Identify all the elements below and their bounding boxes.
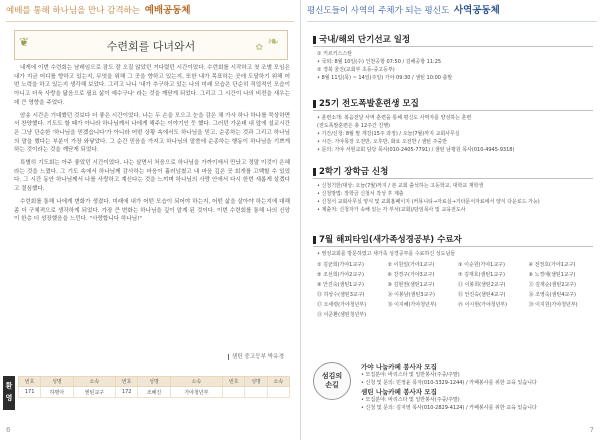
graduate-item: ⑱ 이지혜(가야청년부) (387, 302, 437, 308)
welcome-header-cell: 번호 (116, 377, 138, 387)
graduate-item: ⑭ 이봉남(샘틴3교구) (387, 292, 435, 298)
leaf-icon: ❧ (267, 34, 279, 50)
section-body (313, 47, 593, 82)
left-header-main: 예배공동체 (144, 5, 191, 16)
section-line: ② 경북 울진(교회부 초등-중고등부) (317, 67, 395, 73)
welcome-row (19, 387, 290, 398)
signature-bar-icon (228, 354, 229, 360)
graduate-item: ⑮ 안진숙(샘틴4교구) (458, 292, 506, 298)
right-page (300, 0, 600, 440)
welcome-cell: 가야청년부 (170, 387, 223, 398)
article-body (14, 64, 290, 228)
graduate-item: ④ 전정호(가야1교구) (528, 262, 576, 268)
section-happytime (313, 234, 593, 319)
graduate-item: ③ 이순원(가야1교구) (458, 262, 505, 268)
section-line: • 시간: 가야목장 오전반, 오후반, 화요 오전반 / 샘틴 주중반 (317, 139, 448, 145)
left-header (6, 0, 294, 22)
volunteer-line: • 신청 및 문의: 김지영 목사(010-2829-4124) / 카페봉사를 위한 교육 있습니다 (361, 404, 537, 411)
welcome-header-cell: 소속 (267, 377, 289, 387)
welcome-header-cell: 소속 (170, 377, 223, 387)
section-mission (313, 34, 593, 82)
graduate-item: ⑳ 이지원(가야청년부) (528, 302, 578, 308)
graduate-item: ② 이원일(가야1교구) (387, 262, 435, 268)
graduate-item: ⑪ 이봉희(샘틴2교구) (458, 282, 506, 288)
graduate-item: ㉑ 이준환(샘틴청년부) (317, 312, 367, 318)
graduate-item: ⑲ 이시현(가야청년부) (458, 302, 508, 308)
leaf-icon: ✿ (255, 43, 263, 53)
section-line: • 신청방법: 장학금 신청서 작성 후 제출 (317, 191, 404, 197)
badge-line: 섬김의 (321, 372, 343, 380)
serving-hands-badge (313, 362, 351, 400)
article-title: 수련회를 다녀와서 (106, 40, 196, 53)
section-title: 7월 해피타임(새가족성경공부) 수료자 (313, 234, 593, 247)
signature-text: 샘틴 중고등부 박유경 (231, 354, 284, 360)
section-line: • 신청서 교회사무실 양식 및 교회홈페이지 (커뮤니티→자료실→기타문서자료에서 양식 다운로드 가능) (317, 199, 540, 205)
welcome-header-cell: 번호 (223, 377, 245, 387)
welcome-table (18, 376, 290, 398)
volunteer-title: 가야 나눔카페 봉사자 모집 (361, 363, 437, 371)
section-line: • 문의: 가야 서현교회 담당 목사(010-2405-7791) / 샘틴 남평원 목사(010-4945-9318) (317, 147, 515, 153)
right-page-number: 7 (589, 426, 594, 434)
article-signature (14, 352, 284, 360)
graduate-item: ⑨ 안진숙(샘틴1교구) (317, 282, 364, 288)
graduate-item: ⑤ 조선희(가야2교구) (317, 272, 364, 278)
leaf-icon: ❦ (19, 35, 30, 49)
welcome-cell: 엔틴교구 (73, 387, 115, 398)
welcome-cell: 171 (19, 387, 41, 398)
section-line: (전도폭발훈련은 총 12주간 진행) (317, 123, 390, 129)
graduate-item: ① 김균희(가야1교구) (317, 262, 364, 268)
graduate-item: ⑧ 노경애(샘틴1교구) (528, 272, 576, 278)
welcome-header-cell: 번호 (19, 377, 41, 387)
section-line: • 8월 11일(목) ~ 14일(주일) 가야 09:30 / 샘틴 10:00 출발 (317, 75, 453, 81)
volunteer-line: • 모집분야: 바리스타 및 일반봉사(주중/주말) (361, 372, 460, 378)
volunteer-line: • 모집분야: 바리스타 및 일반봉사(주중/주말) (361, 397, 460, 403)
left-page-number: 6 (6, 426, 11, 434)
section-title: 25기 전도폭발훈련생 모집 (313, 98, 593, 111)
section-line: • 신청기한/대상: 오늘(7월)까지 / 본 교회 출석하는 고등학교, 대학교 재학생 (317, 183, 484, 189)
section-line: ① 키르키스스탄 (317, 51, 353, 57)
article-paragraph: 내게에 이번 수련회는 남레임으로 잠도 잘 오질 않았던 거다렸던 시간이었다. 수련회를 시작하고 첫 조별 모임은 내가 지금 어디를 향하고 있는지, 무엇을 위해 그 곳을 향하고 있는지, 또한 내가 목표하는 곳에 도달하기 위해 어떤 노력을 하고 있는지 생각해 보았다. 그리고 나니 '내가 추구하고 있는 나의 미래 모습은 단순히 직업적인 모습이 아니고 더욱 사랑을 닮음으로 필요 삶이 예수구나' 라는 것을 깨닫게 되었다. 그리고 그 시간이 나의 비전을 새우는 데 큰 영향을 주었다. (14, 65, 290, 106)
volunteer-line: • 신청 및 문의: 민정윤 목자(010-3329-1244) / 카페봉사를 위한 교육 있습니다 (361, 379, 537, 386)
right-header-sub: 평신도들이 사역의 주체가 되는 평신도 (307, 6, 450, 16)
section-line: • 훈련소개: 복음전달 사역 훈련을 통해 평신도 사역자를 양성하는 훈련 (317, 115, 472, 121)
welcome-cell (223, 387, 245, 398)
volunteer-text (361, 362, 593, 412)
section-line: • 영성교회를 방문하였고 새가족 성경공부를 수료하신 성도님들 (317, 251, 456, 257)
graduate-item: ⑯ 조영숙(샘틴4교구) (528, 292, 576, 298)
article-paragraph: 암송 시간은 기대했던 것보다 더 좋은 시간이었다. 나는 두 손을 모으고 눈을 감은 채 가사 하나 하나를 묵상하면서 찬양했다. 기도도 할 때가 아니라 하나님께서 나에게 해주는 이야기인 듯 했다. 그러던 가운데 내 앞에 설교시간은 그냥 단순한 '하나님을 믿겠습니다'가 아니라 어떤 상황 속에서도 하나님을 믿고, 순종하는 것과 그리고 하나님의 말을 했다는 부분이 가장 와닿았다. 그 순간 믿음을 가지고 하나님의 말씀에 순종하는 행동이 하나님을 기쁘게 하는 것이라는 것을 깨닫게 되었다. (14, 112, 290, 154)
welcome-cell: 172 (116, 387, 138, 398)
graduate-item: ⑬ 하상수(샘틴3교구) (317, 292, 365, 298)
graduate-item: ⑦ 김재호(샘틴1교구) (458, 272, 505, 278)
graduate-item: ⑰ 오세령(가야청년부) (317, 302, 367, 308)
volunteer-title: 샘틴 나눔카페 봉사자 모집 (361, 388, 437, 396)
article-paragraph: 수련회를 통해 나에게 변화가 생겼다. 미래에 내가 어떤 모습이 되어야 하는지, 어떤 삶을 살아야 하는지에 대해 좀 더 구체적으로 생각하게 되었다. 가장 큰 변화는 하나님을 깊이 알게 된 것이다. 이번 수련회를 통해 나의 신앙이 한층 더 성장했음을 느낀다. "사랑합니다 하나님!" (14, 198, 290, 223)
welcome-cell (245, 387, 267, 398)
welcome-cell: 하명아 (41, 387, 73, 398)
section-line: • 제출처: 신청자가 속해 있는 각 부서(교회)/담임목사 및 교육전도사 (317, 207, 466, 213)
section-body (313, 111, 593, 154)
section-title: 2학기 장학금 신청 (313, 166, 593, 179)
left-header-sub: 예배를 통해 하나님을 만나 감격하는 (6, 6, 140, 16)
section-body (313, 179, 593, 214)
section-evangelism (313, 98, 593, 154)
badge-line: 손길 (325, 381, 339, 389)
welcome-label: 환영 (3, 376, 15, 410)
section-line: • 기간/신청: 8월 말 개강(15주 과정) / 오늘(7월)까지 교회사무실 (317, 131, 460, 137)
article-paragraph: 특별히 기도회는 아주 좋았던 시간이었다. 나는 살면서 처음으로 하나님을 가까이에서 만났고 정말 이것이 은혜라는 것을 느꼈다. 그 기도 속에서 하나님께 감사하는 마음이 흘러넘쳤고 내 마음 깊은 곳 회개를 고백할 수 있었다. 그 시간 동안 하나님께서 나를 사랑하고 계신다는 것을 느끼며 하나님의 사랑 안에서 다시 한번 새롭게 살겠다고 결심했다. (14, 160, 290, 193)
right-header (307, 0, 597, 22)
welcome-header-cell: 성명 (245, 377, 267, 387)
graduate-item: ⑫ 김재순(샘틴2교구) (528, 282, 576, 288)
graduate-item: ⑥ 강경구(가야3교구) (387, 272, 435, 278)
graduate-item: ⑩ 김현권(샘틴1교구) (387, 282, 435, 288)
section-body (313, 247, 593, 258)
welcome-header-row (19, 377, 290, 387)
volunteer-box (313, 362, 593, 422)
welcome-header-cell: 소속 (73, 377, 115, 387)
welcome-header-cell: 성명 (138, 377, 170, 387)
section-line: • 국외: 8월 10일(수) 인천공항 07:50 / 김해공항 11:25 (317, 59, 442, 65)
welcome-cell: 조혜진 (138, 387, 170, 398)
right-header-main: 사역공동체 (453, 5, 500, 16)
section-title: 국내/해외 단기선교 일정 (313, 34, 593, 47)
welcome-cell (267, 387, 289, 398)
welcome-header-cell: 성명 (41, 377, 73, 387)
section-scholarship (313, 166, 593, 214)
graduate-list (313, 258, 593, 319)
article-title-box (14, 30, 288, 60)
